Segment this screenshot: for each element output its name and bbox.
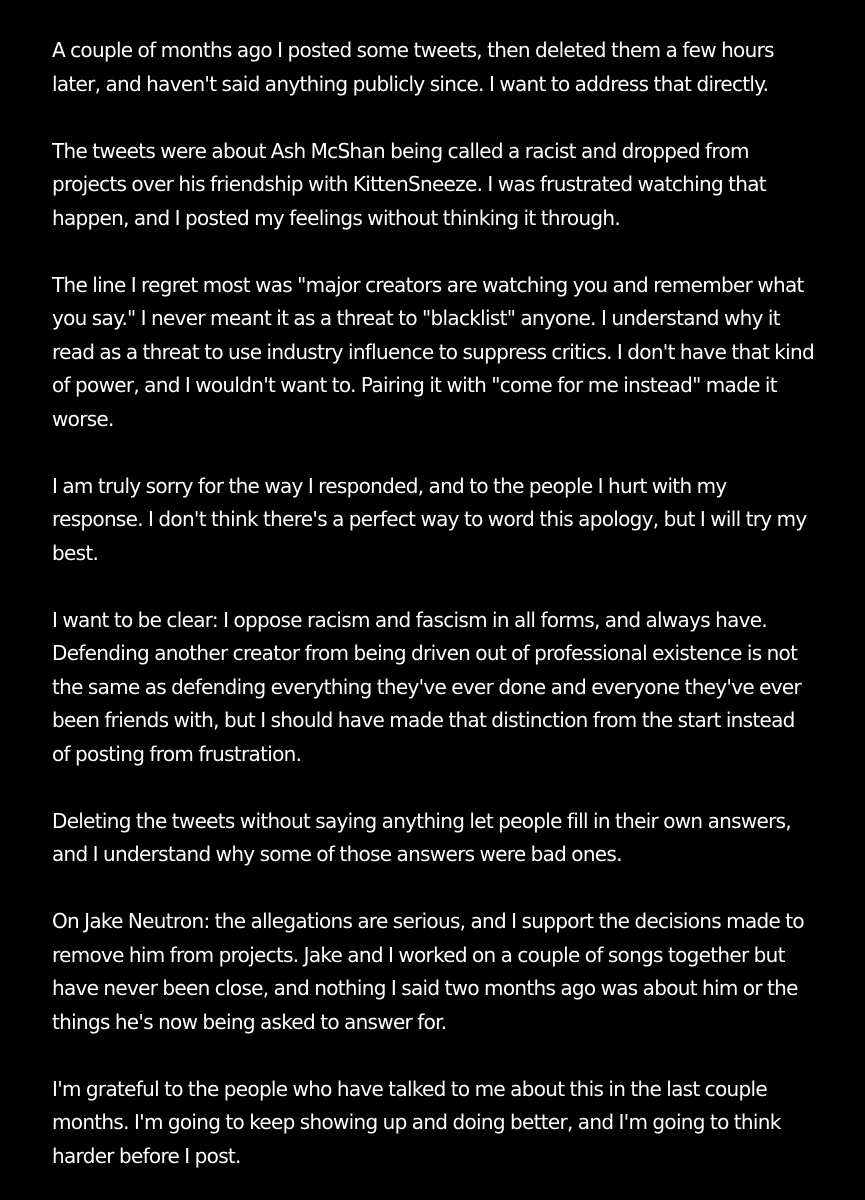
statement-paragraph-2: The tweets were about Ash McShan being called a racist and dropped from projects over his friendship with KittenSneeze. I was frustrated watching that happen, and I posted my feelings without thinking it through. [52, 138, 766, 230]
statement-paragraph-7: On Jake Neutron: the allegations are serious, and I support the decisions made to remove him from projects. Jake and I worked on a couple of songs together but have never been close, and nothing I said two months ago was about him or the things he's now being asked to answer for. [52, 909, 804, 1034]
statement-paragraph-3: The line I regret most was "major creators are watching you and remember what you say." I never meant it as a threat to "blacklist" anyone. I understand why it read as a threat to use industry influence to suppress critics. I don't have that kind of power, and I wouldn't want to. Pairing it with "come for me instead" made it worse. [52, 272, 815, 431]
statement-body [52, 34, 817, 1173]
statement-paragraph-4: I am truly sorry for the way I responded, and to the people I hurt with my response. I don't think there's a perfect way to word this apology, but I will try my best. [52, 473, 807, 565]
statement-paragraph-1: A couple of months ago I posted some tweets, then deleted them a few hours later, and haven't said anything publicly since. I want to address that directly. [52, 38, 774, 96]
statement-paragraph-6: Deleting the tweets without saying anything let people fill in their own answers, and I understand why some of those answers were bad ones. [52, 808, 791, 866]
statement-paragraph-5: I want to be clear: I oppose racism and fascism in all forms, and always have. Defending another creator from being driven out of professional existence is not the same as defending everything they've ever done and everyone they've ever been friends with, but I should have made that distinction from the start instead of posting from frustration. [52, 607, 801, 766]
statement-paragraph-8: I'm grateful to the people who have talked to me about this in the last couple months. I'm going to keep showing up and doing better, and I'm going to think harder before I post. [52, 1076, 781, 1168]
